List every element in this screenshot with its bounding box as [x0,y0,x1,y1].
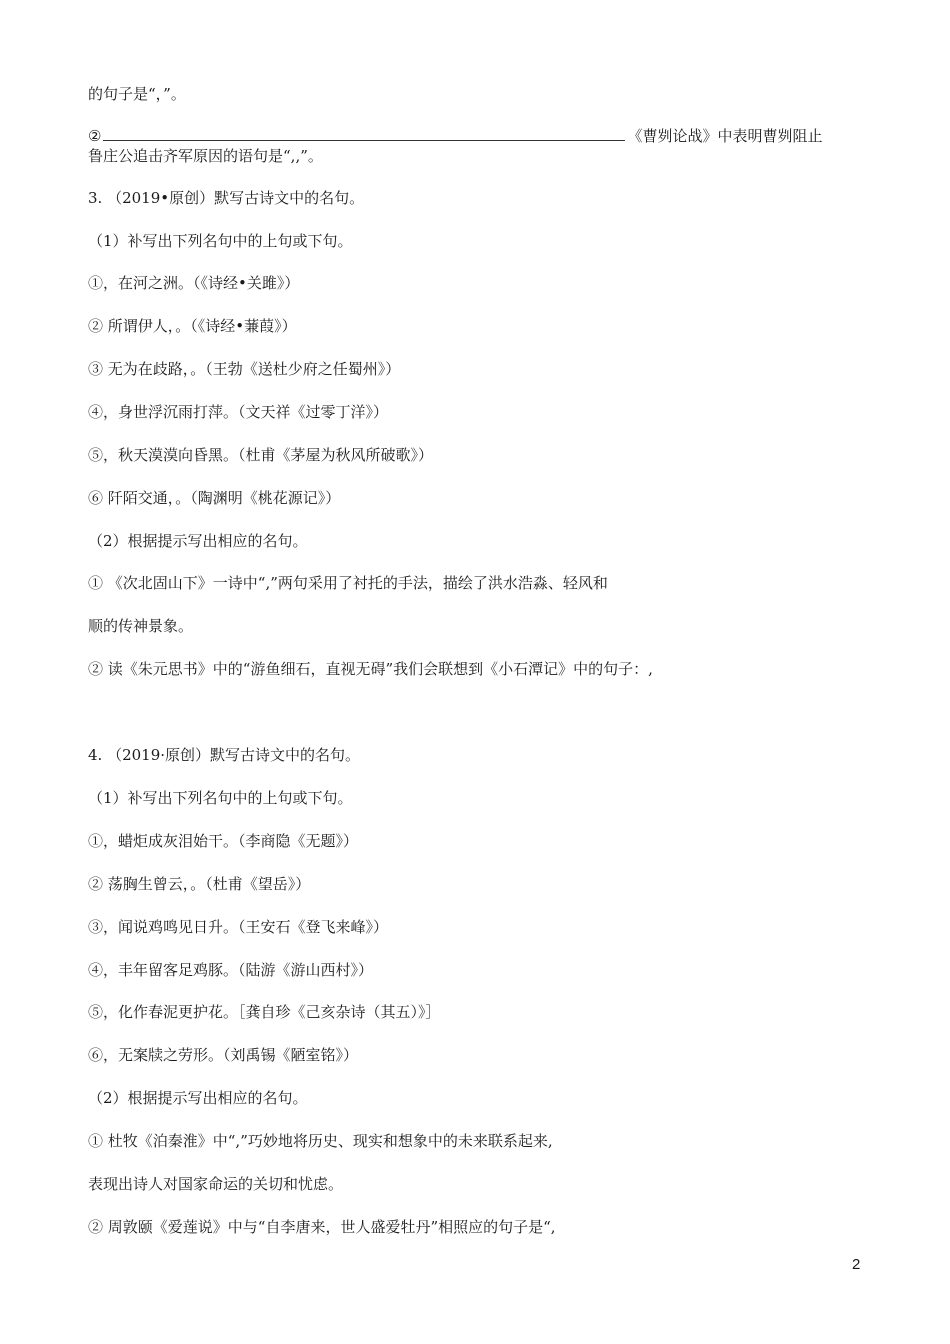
list-item: ③ 无为在歧路，。（王勃《送杜少府之任蜀州》） [88,360,401,378]
list-item: ④，丰年留客足鸡豚。（陆游《游山西村》） [88,961,374,979]
list-item: ② 周敦颐《爱莲说》中与“自李唐来，世人盛爱牡丹”相照应的句子是“, [88,1218,556,1236]
list-item: ⑥，无案牍之劳形。（刘禹锡《陋室铭》） [88,1046,359,1064]
list-item: ⑥ 阡陌交通，。（陶渊明《桃花源记》） [88,489,341,507]
sub-question: （1）补写出下列名句中的上句或下句。 [88,789,353,807]
text-line: 的句子是“，”。 [88,85,186,103]
fill-in-blank [103,126,625,141]
list-item: ③，闻说鸡鸣见日升。（王安石《登飞来峰》） [88,918,389,936]
sub-question: （2）根据提示写出相应的名句。 [88,532,308,550]
list-item: ⑤，秋天漠漠向昏黑。（杜甫《茅屋为秋风所破歌》） [88,446,434,464]
sub-question: （1）补写出下列名句中的上句或下句。 [88,232,353,250]
text-line: 表现出诗人对国家命运的关切和忧虑。 [88,1175,344,1193]
text-fragment: 《曹刿论战》中表明曹刿阻止 [627,127,823,145]
text-line: 鲁庄公追击齐军原因的语句是“,,”。 [88,147,323,165]
question-title: 4. （2019·原创）默写古诗文中的名句。 [88,746,361,764]
list-item: ② 所谓伊人，。（《诗经•蒹葭》） [88,317,297,335]
list-item: ⑤，化作春泥更护花。［龚自珍《己亥杂诗（其五）》］ [88,1003,441,1021]
circled-number: ② [88,127,102,145]
list-item: ① 《次北固山下》一诗中“,”两句采用了衬托的手法，描绘了洪水浩淼、轻风和 [88,574,608,592]
list-item: ①，蜡炬成灰泪始干。（李商隐《无题》） [88,832,359,850]
list-item: ① 杜牧《泊秦淮》中“,”巧妙地将历史、现实和想象中的未来联系起来, [88,1132,553,1150]
text-line-with-blank [88,126,822,146]
question-title: 3. （2019•原创）默写古诗文中的名句。 [88,189,365,207]
list-item: ② 读《朱元思书》中的“游鱼细石，直视无碍”我们会联想到《小石潭记》中的句子：, [88,660,653,678]
list-item: ② 荡胸生曾云，。（杜甫《望岳》） [88,875,311,893]
sub-question: （2）根据提示写出相应的名句。 [88,1089,308,1107]
text-line: 顺的传神景象。 [88,617,194,635]
list-item: ①，在河之洲。（《诗经•关雎》） [88,274,300,292]
list-item: ④，身世浮沉雨打萍。（文天祥《过零丁洋》） [88,403,389,421]
page-number: 2 [852,1256,861,1273]
